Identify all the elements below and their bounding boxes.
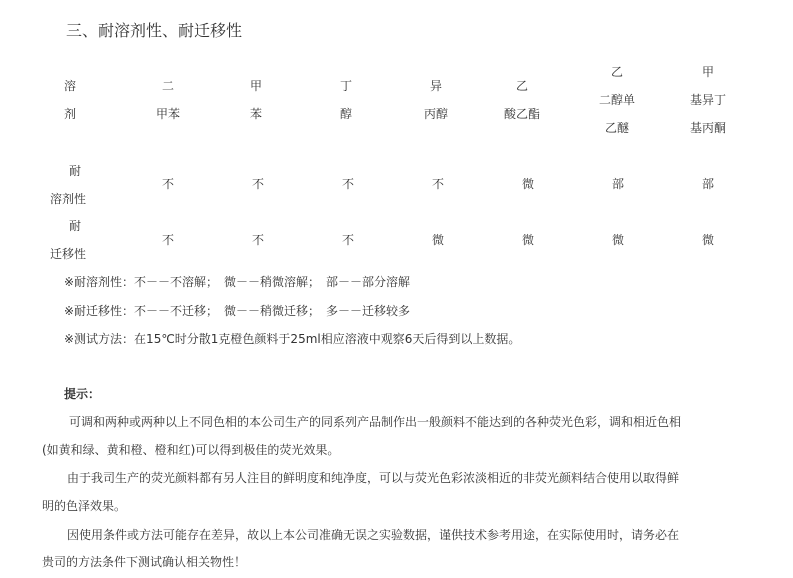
row-label-text: 迁移性 [49, 247, 86, 261]
paragraph-2-line-2: 明的色泽效果。 [42, 499, 127, 513]
table-cell: 微 [431, 233, 444, 247]
header-text: 苯 [249, 107, 262, 121]
header-text: 二醇单 [598, 93, 635, 107]
paragraph-3-line-1: 因使用条件或方法可能存在差异，故以上本公司准确无误之实验数据，谨供技术参考用途，在实际使用时，请务必在 [67, 528, 680, 542]
table-cell: 微 [701, 233, 714, 247]
header-cell-ethyl-acetate [492, 72, 552, 128]
row-label-migration-resistance [45, 212, 91, 268]
header-text: 酸乙酯 [503, 107, 540, 121]
header-text: 醇 [339, 107, 352, 121]
header-text: 溶 [63, 79, 76, 93]
note-test-method: ※测试方法：在15℃时分散1克橙色颜料于25ml相应溶液中观察6天后得到以上数据。 [64, 332, 521, 346]
header-cell-isopropanol [408, 72, 464, 128]
table-cell: 不 [341, 177, 354, 191]
header-cell-toluene [236, 72, 276, 128]
paragraph-1-line-1: 可调和两种或两种以上不同色相的本公司生产的同系列产品制作出一般颜料不能达到的各种荧光色彩，调和相近色相 [69, 415, 682, 429]
header-text: 二 [161, 79, 174, 93]
header-text: 甲 [701, 65, 714, 79]
table-cell: 不 [161, 233, 174, 247]
table-cell: 不 [341, 233, 354, 247]
table-cell: 不 [431, 177, 444, 191]
header-cell-butanol [326, 72, 366, 128]
note-migration-legend: ※耐迁移性：不－－不迁移； 微－－稍微迁移； 多－－迁移较多 [64, 304, 411, 318]
section-title: 三、耐溶剂性、耐迁移性 [66, 21, 243, 40]
row-label-text: 耐 [68, 164, 81, 178]
header-text: 乙 [515, 79, 528, 93]
header-text: 甲 [249, 79, 262, 93]
paragraph-1-line-2: (如黄和绿、黄和橙、橙和红)可以得到极佳的荧光效果。 [42, 443, 340, 457]
header-text: 异 [429, 79, 442, 93]
paragraph-3-line-2: 贵司的方法条件下测试确认相关物性！ [42, 555, 247, 569]
table-cell: 微 [521, 233, 534, 247]
header-text: 丙醇 [423, 107, 448, 121]
note-solvent-legend: ※耐溶剂性：不－－不溶解； 微－－稍微溶解； 部－－部分溶解 [64, 275, 411, 289]
table-cell: 部 [701, 177, 714, 191]
header-cell-solvent [55, 72, 85, 128]
row-label-text: 溶剂性 [49, 192, 86, 206]
header-cell-glycol-ether [582, 58, 652, 142]
header-text: 剂 [63, 107, 76, 121]
table-cell: 不 [161, 177, 174, 191]
header-cell-mibk [670, 58, 746, 142]
header-text: 丁 [339, 79, 352, 93]
table-cell: 微 [521, 177, 534, 191]
header-cell-xylene [143, 72, 193, 128]
header-text: 基异丁 [689, 93, 726, 107]
row-label-solvent-resistance [45, 157, 91, 213]
table-cell: 不 [251, 177, 264, 191]
table-cell: 部 [611, 177, 624, 191]
tip-title: 提示： [64, 387, 101, 401]
header-text: 乙 [610, 65, 623, 79]
header-text: 基丙酮 [689, 121, 726, 135]
table-cell: 微 [611, 233, 624, 247]
paragraph-2-line-1: 由于我司生产的荧光颜料都有另人注目的鲜明度和纯净度，可以与荧光色彩浓淡相近的非荧光颜料结合使用以取得鲜 [67, 471, 680, 485]
header-text: 乙醚 [604, 121, 629, 135]
header-text: 甲苯 [155, 107, 180, 121]
row-label-text: 耐 [68, 219, 81, 233]
table-cell: 不 [251, 233, 264, 247]
